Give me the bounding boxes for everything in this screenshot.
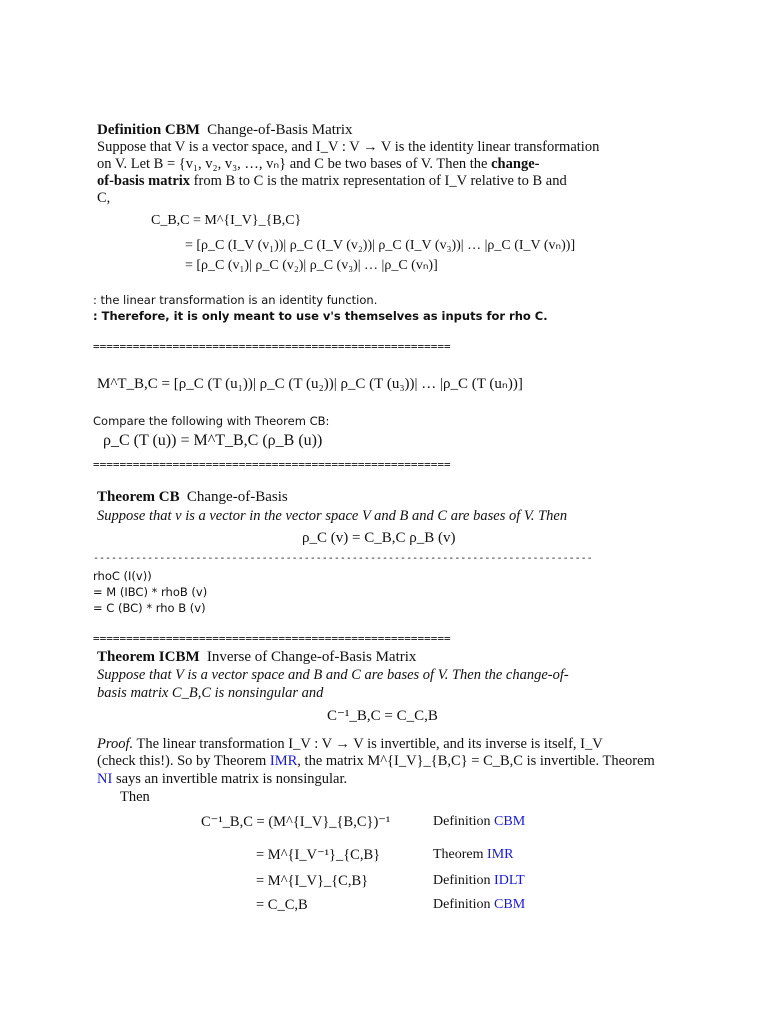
separator-3: ====================================================== [93,632,451,645]
proof-line-3 [97,770,347,788]
derivation-cite-1 [433,814,525,830]
proof-label: Proof. [97,736,134,752]
link-imr-2[interactable]: IMR [487,847,514,862]
definition-equation-3: = [ρ_C (v₁)| ρ_C (v₂)| ρ_C (v₃)| … |ρ_C (vₙ)] [185,258,438,273]
derivation-cite-3 [433,873,525,889]
derivation-cite-4 [433,897,525,913]
matrix-definition: M^T_B,C = [ρ_C (T (u₁))| ρ_C (T (u₂))| ρ_C (T (u₃))| … |ρ_C (T (uₙ))] [97,376,523,392]
definition-line-4: C, [97,190,111,206]
derivation-lhs-1: C⁻¹_B,C = (M^{I_V}_{B,C})⁻¹ [201,814,391,830]
link-cbm-2[interactable]: CBM [494,897,526,912]
compare-equation: ρ_C (T (u)) = M^T_B,C (ρ_B (u)) [103,432,323,449]
cite-text: Definition [433,897,491,912]
theorem-cb-label: Theorem CB [97,489,180,505]
cite-text: Definition [433,873,491,888]
proof-text-2a: (check this!). So by Theorem [97,753,270,769]
definition-line-2-text: on V. Let B = {v₁, v₂, v₃, …, vₙ} and C be two bases of V. Then the [97,156,492,172]
definition-equation-1: C_B,C = M^{I_V}_{B,C} [151,213,302,228]
derivation-lhs-2: = M^{I_V⁻¹}_{C,B} [256,847,381,863]
compare-text: Compare the following with Theorem CB: [93,414,330,428]
theorem-icbm-title: Inverse of Change-of-Basis Matrix [206,649,417,665]
definition-line-3-text: from B to C is the matrix representation of I_V relative to B and [190,173,567,189]
proof-line-1 [97,735,603,753]
definition-line-3 [97,172,567,190]
separator-1: ====================================================== [93,340,451,353]
cite-text: Definition [433,814,491,829]
theorem-cb-heading [97,488,288,506]
proof-then: Then [120,789,150,805]
proof-text-3: says an invertible matrix is nonsingular. [112,771,348,787]
link-cbm[interactable]: CBM [494,814,526,829]
definition-label: Definition CBM [97,122,200,138]
definition-line-1: Suppose that V is a vector space, and I_V : V → V is the identity linear transformation [97,139,600,155]
definition-term-end: of-basis matrix [97,173,191,189]
theorem-cb-title: Change-of-Basis [186,489,288,505]
definition-cbm-heading [97,121,353,139]
work-line-3: = C (BC) * rho B (v) [93,601,206,615]
theorem-icbm-line-2: basis matrix C_B,C is nonsingular and [97,685,324,701]
dashed-separator: ----------------------------------------------------------------------------------- [93,553,593,564]
theorem-icbm-line-1: Suppose that V is a vector space and B and C are bases of V. Then the change-of- [97,667,569,683]
link-imr[interactable]: IMR [269,753,298,769]
work-line-1: rhoC (I(v)) [93,569,152,583]
work-line-2: = M (IBC) * rhoB (v) [93,585,208,599]
link-idlt[interactable]: IDLT [494,873,525,888]
note-inputs: : Therefore, it is only meant to use v's themselves as inputs for rho C. [93,309,548,323]
separator-2: ====================================================== [93,458,451,471]
definition-equation-2: = [ρ_C (I_V (v₁))| ρ_C (I_V (v₂))| ρ_C (I_V (v₃))| … |ρ_C (I_V (vₙ))] [185,238,576,253]
proof-line-2 [97,752,655,770]
theorem-icbm-heading [97,648,416,666]
definition-line-2 [97,155,539,173]
proof-text-1: The linear transformation I_V : V → V is invertible, and its inverse is itself, I_V [136,736,603,752]
theorem-cb-equation: ρ_C (v) = C_B,C ρ_B (v) [302,530,456,546]
derivation-lhs-3: = M^{I_V}_{C,B} [256,873,369,889]
definition-title: Change-of-Basis Matrix [207,122,353,138]
note-identity: : the linear transformation is an identity function. [93,293,378,307]
theorem-icbm-equation: C⁻¹_B,C = C_C,B [327,708,438,724]
theorem-cb-statement: Suppose that v is a vector in the vector space V and B and C are bases of V. Then [97,508,568,524]
definition-term-start: change- [491,156,540,172]
derivation-lhs-4: = C_C,B [256,897,308,913]
proof-text-2b: , the matrix M^{I_V}_{B,C} = C_B,C is invertible. Theorem [297,753,655,769]
derivation-cite-2 [433,847,513,863]
link-ni[interactable]: NI [97,771,113,787]
theorem-icbm-label: Theorem ICBM [97,649,200,665]
cite-text: Theorem [433,847,484,862]
